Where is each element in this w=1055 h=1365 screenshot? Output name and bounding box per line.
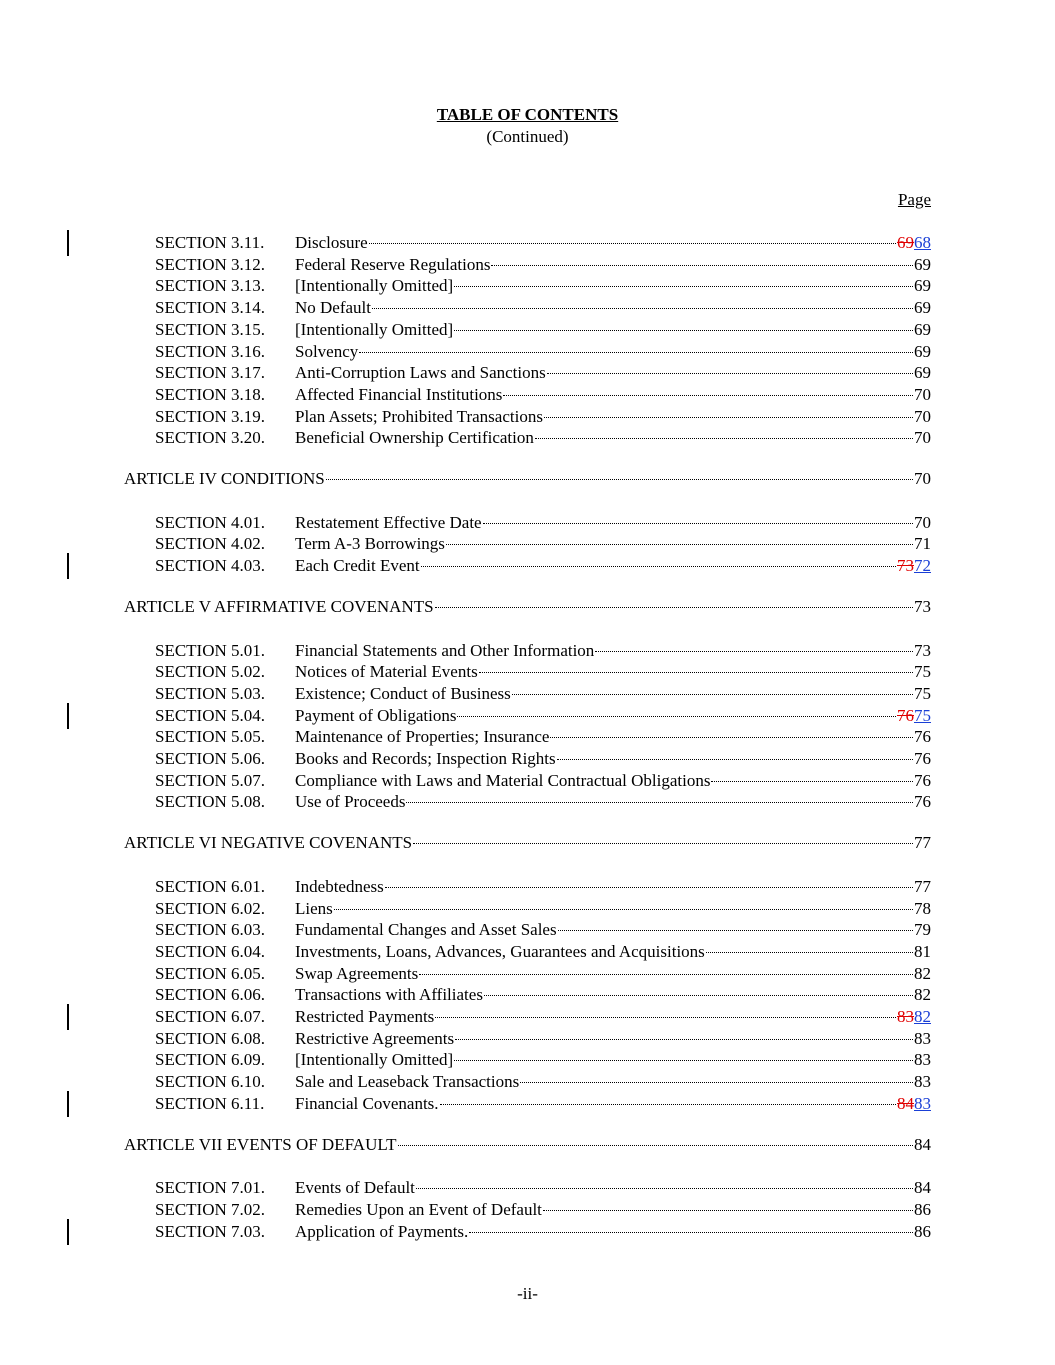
dot-leader [455,1039,913,1040]
page-number: 70 [914,384,931,404]
dot-leader [454,286,913,287]
section-number: SECTION 6.07. [155,1007,266,1026]
section-number: SECTION 6.03. [155,920,266,940]
toc-section-line [0,1006,1055,1028]
section-title: Term A-3 Borrowings [295,534,445,554]
section-number: SECTION 6.09. [155,1050,266,1070]
deleted-page-number: 83 [897,1007,914,1026]
page-column-header: Page [897,190,931,209]
toc-section-line [0,919,1055,941]
section-number: SECTION 3.20. [155,428,266,448]
article-title: ARTICLE VII EVENTS OF DEFAULT [124,1134,397,1154]
section-title: Solvency [295,341,359,361]
page-number: 73 [914,596,931,616]
dot-leader [421,566,896,567]
dot-leader [454,330,913,331]
section-number: SECTION 6.10. [155,1072,266,1092]
section-number: SECTION 6.08. [155,1028,266,1048]
page-number: 70 [914,512,931,532]
section-number: SECTION 5.06. [155,749,266,768]
toc-section-line [0,705,1055,727]
section-number: SECTION 3.14. [155,298,266,318]
section-number: SECTION 3.15. [155,319,266,339]
page-number: 77 [914,833,931,853]
page-number: 86 [914,1199,931,1219]
section-number: SECTION 6.06. [155,985,266,1005]
toc-article-line [0,1134,1055,1156]
inserted-page-number: 68 [914,233,931,252]
section-title: Financial Statements and Other Information [295,640,595,660]
page-number: 78 [914,898,931,918]
section-number: SECTION 3.11. [155,233,265,252]
toc-section-line [0,640,1055,662]
page-number: 79 [914,920,931,940]
section-title: Fundamental Changes and Asset Sales [295,920,557,940]
toc-section-line [0,661,1055,683]
page-number: 76 [914,770,931,790]
dot-leader [457,716,896,717]
page-number-footer: -ii- [517,1284,538,1303]
toc-section-line [0,770,1055,792]
section-title: Disclosure [295,233,368,252]
deleted-page-number: 73 [897,556,914,576]
section-title: Books and Records; Inspection Rights [295,749,556,768]
section-number: SECTION 4.01. [155,512,266,532]
section-title: Notices of Material Events [295,662,478,682]
section-number: SECTION 5.03. [155,683,266,703]
toc-section-line [0,406,1055,428]
toc-title: TABLE OF CONTENTS [436,105,619,124]
section-title: Payment of Obligations [295,705,457,725]
section-number: SECTION 3.17. [155,363,266,383]
page-number: 69 [914,341,931,361]
dot-leader [483,523,913,524]
dot-leader [419,974,913,975]
toc-section-line [0,898,1055,920]
dot-leader [479,672,913,673]
page-number: 69 [914,298,931,318]
deleted-page-number: 76 [897,705,914,725]
toc-section-line [0,1049,1055,1071]
page-number: 75 [914,683,931,703]
toc-article-line [0,832,1055,854]
section-number: SECTION 3.12. [155,254,266,274]
dot-leader [385,887,913,888]
section-title: Events of Default [295,1178,415,1198]
inserted-page-number: 83 [914,1093,931,1113]
toc-section-line [0,297,1055,319]
dot-leader [359,352,913,353]
page-number-revised [897,1093,931,1115]
section-number: SECTION 4.03. [155,556,266,576]
dot-leader [535,438,913,439]
page-number: 70 [914,406,931,426]
section-number: SECTION 3.16. [155,341,266,361]
section-title: Restatement Effective Date [295,512,482,532]
toc-section-line [0,1071,1055,1093]
page-number: 83 [914,1050,931,1070]
section-title: No Default [295,298,372,318]
section-title: Beneficial Ownership Certification [295,428,534,448]
dot-leader [398,1145,913,1146]
section-title: Swap Agreements [295,963,419,983]
dot-leader [491,265,913,266]
deleted-page-number: 84 [897,1093,914,1113]
page-number: 86 [914,1221,931,1241]
dot-leader [413,843,913,844]
section-number: SECTION 5.02. [155,662,266,682]
dot-leader [369,243,896,244]
deleted-page-number: 69 [897,233,914,252]
page-number: 81 [914,941,931,961]
section-number: SECTION 6.01. [155,876,266,896]
page-number-revised [897,705,931,727]
page-number: 70 [914,469,931,488]
section-title: [Intentionally Omitted] [295,276,454,296]
page-number: 84 [914,1134,931,1154]
toc-section-line [0,1199,1055,1221]
page-number: 69 [914,254,931,274]
page-number: 69 [914,363,931,383]
page-number: 76 [914,792,931,812]
section-number: SECTION 4.02. [155,534,266,554]
change-bar [67,1219,69,1245]
section-title: [Intentionally Omitted] [295,1050,454,1070]
page-number: 71 [914,534,931,554]
section-number: SECTION 6.05. [155,963,266,983]
dot-leader [550,737,913,738]
section-title: Liens [295,898,333,918]
section-title: Use of Proceeds [295,792,406,812]
section-title: Plan Assets; Prohibited Transactions [295,406,543,426]
toc-section-line [0,555,1055,577]
page-number: 73 [914,640,931,660]
page-number: 84 [914,1178,931,1198]
toc-section-line [0,384,1055,406]
dot-leader [440,1104,896,1105]
section-number: SECTION 5.01. [155,640,266,660]
toc-section-line [0,512,1055,534]
page-number-revised [897,555,931,577]
section-number: SECTION 5.07. [155,770,266,790]
toc-subtitle: (Continued) [486,127,569,146]
section-number: SECTION 7.02. [155,1199,266,1219]
toc-section-line [0,362,1055,384]
section-title: Existence; Conduct of Business [295,683,511,703]
dot-leader [595,651,913,652]
dot-leader [435,1017,896,1018]
section-number: SECTION 7.03. [155,1221,266,1241]
dot-leader [543,1210,913,1211]
dot-leader [326,479,913,480]
page-number: 76 [914,727,931,747]
toc-section-line [0,1093,1055,1115]
section-title: Indebtedness [295,876,384,896]
toc-section-line [0,341,1055,363]
page-number: 83 [914,1072,931,1092]
dot-leader [544,417,913,418]
section-number: SECTION 7.01. [155,1178,266,1198]
dot-leader [406,802,913,803]
dot-leader [711,781,913,782]
inserted-page-number: 75 [914,705,931,725]
inserted-page-number: 72 [914,556,931,576]
section-title: [Intentionally Omitted] [295,319,454,339]
article-title: ARTICLE IV CONDITIONS [124,469,325,488]
section-title: Each Credit Event [295,556,420,576]
dot-leader [512,694,913,695]
toc-section-line [0,726,1055,748]
section-title: Compliance with Laws and Material Contractual Obligations [295,770,711,790]
section-title: Maintenance of Properties; Insurance [295,727,550,747]
toc-section-line [0,876,1055,898]
dot-leader [706,952,913,953]
section-title: Application of Payments. [295,1221,469,1241]
section-title: Financial Covenants. [295,1093,439,1113]
section-number: SECTION 6.02. [155,898,266,918]
page-number-revised [897,1006,931,1028]
section-number: SECTION 5.08. [155,792,266,812]
section-number: SECTION 3.18. [155,384,266,404]
toc-section-line [0,963,1055,985]
dot-leader [372,308,913,309]
article-title: ARTICLE VI NEGATIVE COVENANTS [124,833,413,853]
dot-leader [469,1232,913,1233]
dot-leader [520,1082,913,1083]
toc-section-line [0,319,1055,341]
page-number: 77 [914,876,931,896]
dot-leader [334,909,913,910]
section-number: SECTION 3.19. [155,406,266,426]
dot-leader [416,1188,913,1189]
toc-section-line [0,275,1055,297]
toc-article-line [0,468,1055,490]
page-number: 69 [914,276,931,296]
section-title: Restrictive Agreements [295,1028,455,1048]
dot-leader [454,1060,913,1061]
toc-section-line [0,1177,1055,1199]
section-title: Transactions with Affiliates [295,985,483,1005]
toc-section-line [0,941,1055,963]
section-title: Remedies Upon an Event of Default [295,1199,542,1219]
dot-leader [557,759,913,760]
section-title: Anti-Corruption Laws and Sanctions [295,363,546,383]
page-number: 82 [914,963,931,983]
section-number: SECTION 3.13. [155,276,266,296]
inserted-page-number: 82 [914,1007,931,1026]
page-number: 75 [914,662,931,682]
toc-section-line [0,1221,1055,1243]
toc-section-line [0,748,1055,770]
section-number: SECTION 5.04. [155,705,266,725]
toc-section-line [0,683,1055,705]
toc-section-line [0,427,1055,449]
toc-section-line [0,1028,1055,1050]
page-number: 69 [914,319,931,339]
dot-leader [558,930,913,931]
dot-leader [547,373,913,374]
toc-article-line [0,596,1055,618]
toc-section-line [0,791,1055,813]
article-title: ARTICLE V AFFIRMATIVE COVENANTS [124,596,434,616]
section-number: SECTION 6.04. [155,941,266,961]
dot-leader [435,607,913,608]
page-number: 76 [914,749,931,768]
section-title: Affected Financial Institutions [295,384,503,404]
toc-section-line [0,232,1055,254]
section-title: Federal Reserve Regulations [295,254,491,274]
page-number: 82 [914,985,931,1005]
section-title: Investments, Loans, Advances, Guarantees and Acquisitions [295,941,705,961]
dot-leader [484,995,913,996]
section-number: SECTION 5.05. [155,727,266,747]
section-title: Sale and Leaseback Transactions [295,1072,520,1092]
toc-section-line [0,984,1055,1006]
page-number: 70 [914,428,931,448]
page-number-revised [897,232,931,254]
dot-leader [503,395,913,396]
page-number: 83 [914,1028,931,1048]
dot-leader [446,544,913,545]
section-title: Restricted Payments [295,1007,435,1026]
toc-section-line [0,533,1055,555]
section-number: SECTION 6.11. [155,1093,265,1113]
toc-section-line [0,254,1055,276]
